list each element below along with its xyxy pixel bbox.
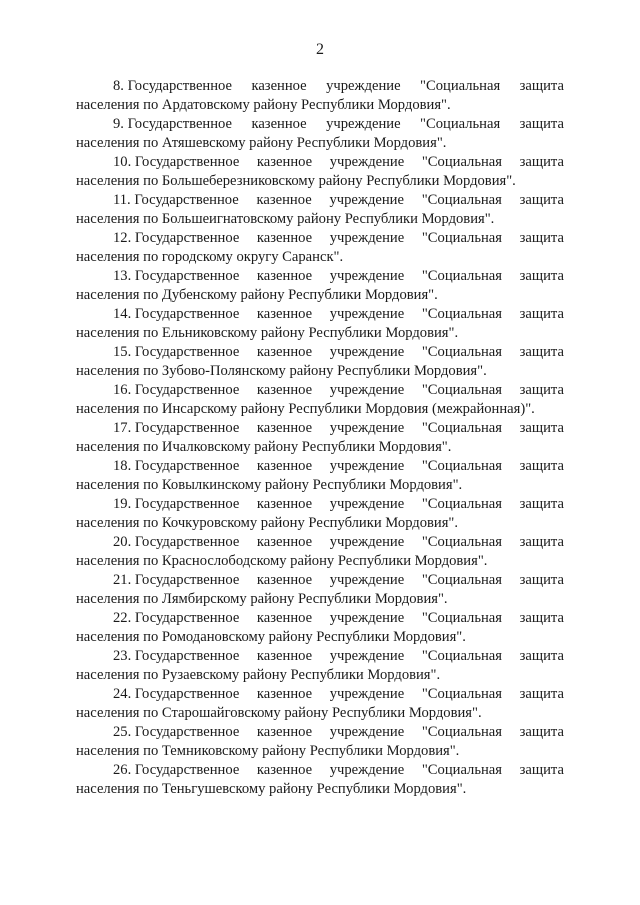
list-item-first-line — [76, 609, 564, 628]
list-item-word: Государственное — [134, 154, 240, 170]
list-item-word: Государственное — [134, 192, 239, 208]
list-item-first-line — [76, 191, 564, 210]
list-item-word: казенное — [251, 116, 307, 132]
list-item-second-line: населения по Зубово-Полянскому району Республики Мордовия". — [76, 363, 487, 379]
list-item-second-line: населения по Краснослободскому району Республики Мордовия". — [76, 553, 488, 569]
list-item-word: учреждение — [329, 724, 405, 740]
list-item-second-line: населения по городскому округу Саранск". — [76, 249, 344, 265]
list-item-second-line: населения по Атяшевскому району Республики Мордовия". — [76, 135, 447, 151]
list-item-second-line: населения по Большеигнатовскому району Республики Мордовия". — [76, 211, 495, 227]
list-item-word: "Социальная — [421, 762, 502, 778]
list-item-number-and-word — [113, 267, 239, 286]
list-item-word: защита — [519, 762, 564, 778]
list-item-word: Государственное — [134, 344, 240, 360]
list-item-word: учреждение — [329, 458, 405, 474]
list-item-word: казенное — [256, 458, 313, 474]
list-item-word: защита — [519, 458, 564, 474]
list-item-number: 9. — [113, 116, 124, 132]
list-item — [76, 761, 564, 799]
list-item-number: 16. — [113, 382, 132, 398]
list-item-word: учреждение — [329, 230, 405, 246]
list-item — [76, 685, 564, 723]
list-item-word: учреждение — [329, 382, 405, 398]
list-item-word: казенное — [256, 192, 312, 208]
list-item — [76, 533, 564, 571]
list-item-word: казенное — [256, 420, 313, 436]
list-item-word: Государственное — [134, 534, 240, 550]
list-item-number-and-word — [113, 419, 239, 438]
list-item-word: учреждение — [329, 610, 405, 626]
list-item-word: защита — [519, 724, 564, 740]
list-item-word: "Социальная — [421, 610, 502, 626]
list-item-number: 19. — [113, 496, 132, 512]
list-item-second-line: населения по Дубенскому району Республики Мордовия". — [76, 287, 438, 303]
list-item-second-line: населения по Кочкуровскому району Республики Мордовия". — [76, 515, 459, 531]
list-item-word: "Социальная — [421, 686, 502, 702]
list-item-first-line — [76, 77, 564, 96]
list-item — [76, 723, 564, 761]
list-item-word: "Социальная — [421, 458, 502, 474]
list-item-word: защита — [519, 686, 564, 702]
list-item-word: Государственное — [134, 572, 240, 588]
list-item-word: защита — [519, 78, 564, 94]
list-item-word: "Социальная — [421, 154, 502, 170]
list-item-word: учреждение — [329, 344, 405, 360]
list-item-word: Государственное — [134, 306, 240, 322]
list-item-word: учреждение — [329, 192, 404, 208]
list-item-word: "Социальная — [420, 116, 501, 132]
list-item-word: Государственное — [127, 78, 232, 94]
list-item-word: Государственное — [134, 724, 240, 740]
list-item-number: 8. — [113, 78, 124, 94]
list-item-word: защита — [519, 496, 564, 512]
list-item-first-line — [76, 685, 564, 704]
list-item-number-and-word — [113, 115, 232, 134]
list-item-word: учреждение — [329, 762, 405, 778]
list-item — [76, 153, 564, 191]
list-item-second-line: населения по Ковылкинскому району Республики Мордовия". — [76, 477, 463, 493]
list-item-number: 15. — [113, 344, 132, 360]
list-item-number: 13. — [113, 268, 132, 284]
list-item-word: защита — [519, 420, 564, 436]
list-item-number-and-word — [113, 381, 239, 400]
list-item-number-and-word — [113, 647, 239, 666]
list-item-word: "Социальная — [421, 382, 502, 398]
list-item — [76, 229, 564, 267]
list-item-number: 11. — [113, 192, 131, 208]
list-item — [76, 419, 564, 457]
list-item-word: Государственное — [134, 230, 240, 246]
list-item-word: казенное — [256, 724, 313, 740]
list-item-second-line: населения по Инсарскому району Республики Мордовия (межрайонная)". — [76, 401, 535, 417]
list-item-word: защита — [519, 192, 564, 208]
list-item-word: учреждение — [329, 420, 405, 436]
list-item-word: учреждение — [329, 154, 405, 170]
list-item — [76, 115, 564, 153]
list-item-number: 23. — [113, 648, 132, 664]
list-item-first-line — [76, 533, 564, 552]
list-item-word: защита — [519, 382, 564, 398]
list-item-word: Государственное — [134, 420, 240, 436]
list-item-word: "Социальная — [421, 724, 502, 740]
list-item-number: 14. — [113, 306, 132, 322]
list-item-number-and-word — [113, 761, 239, 780]
list-item-number-and-word — [113, 229, 239, 248]
list-item — [76, 381, 564, 419]
list-item-second-line: населения по Ельниковскому району Республики Мордовия". — [76, 325, 459, 341]
list-item-word: Государственное — [134, 648, 240, 664]
list-item — [76, 609, 564, 647]
list-item-first-line — [76, 419, 564, 438]
list-item-word: "Социальная — [421, 420, 502, 436]
list-item-word: "Социальная — [421, 496, 502, 512]
list-item-word: казенное — [256, 648, 313, 664]
list-item-word: защита — [519, 534, 564, 550]
list-item-word: Государственное — [127, 116, 232, 132]
list-item-word: казенное — [256, 686, 313, 702]
list-item-word: "Социальная — [421, 230, 502, 246]
list-item-word: казенное — [256, 610, 313, 626]
institution-list — [76, 77, 564, 799]
list-item-word: казенное — [251, 78, 307, 94]
list-item-word: "Социальная — [420, 78, 501, 94]
list-item-word: учреждение — [329, 648, 405, 664]
list-item-word: учреждение — [329, 572, 405, 588]
list-item-number: 25. — [113, 724, 132, 740]
list-item-word: Государственное — [134, 268, 240, 284]
list-item-first-line — [76, 723, 564, 742]
list-item-word: учреждение — [329, 306, 405, 322]
list-item — [76, 77, 564, 115]
list-item-word: казенное — [256, 762, 313, 778]
list-item-first-line — [76, 761, 564, 780]
list-item-number-and-word — [113, 609, 239, 628]
list-item-word: "Социальная — [421, 344, 502, 360]
list-item-number-and-word — [113, 191, 239, 210]
list-item-word: защита — [519, 268, 564, 284]
list-item-first-line — [76, 381, 564, 400]
list-item — [76, 647, 564, 685]
list-item-first-line — [76, 305, 564, 324]
list-item — [76, 495, 564, 533]
list-item-word: "Социальная — [421, 268, 502, 284]
list-item-word: учреждение — [329, 686, 405, 702]
list-item-word: защита — [519, 154, 564, 170]
list-item-first-line — [76, 343, 564, 362]
list-item-number: 18. — [113, 458, 132, 474]
list-item-number-and-word — [113, 305, 239, 324]
list-item-word: защита — [519, 572, 564, 588]
list-item-number: 10. — [113, 154, 132, 170]
list-item-word: Государственное — [134, 458, 240, 474]
list-item-second-line: населения по Старошайговскому району Республики Мордовия". — [76, 705, 482, 721]
list-item-first-line — [76, 495, 564, 514]
list-item-word: "Социальная — [421, 648, 502, 664]
list-item-second-line: населения по Лямбирскому району Республики Мордовия". — [76, 591, 448, 607]
list-item — [76, 305, 564, 343]
list-item-second-line: населения по Рузаевскому району Республики Мордовия". — [76, 667, 441, 683]
list-item-second-line: населения по Теньгушевскому району Республики Мордовия". — [76, 781, 467, 797]
list-item-word: защита — [519, 116, 564, 132]
list-item-first-line — [76, 267, 564, 286]
list-item-second-line: населения по Большеберезниковскому району Республики Мордовия". — [76, 173, 516, 189]
list-item-number: 24. — [113, 686, 132, 702]
list-item-word: учреждение — [326, 116, 401, 132]
list-item — [76, 343, 564, 381]
list-item-word: казенное — [256, 268, 313, 284]
list-item-word: "Социальная — [421, 192, 502, 208]
list-item-word: защита — [519, 230, 564, 246]
list-item-second-line: населения по Темниковскому району Республики Мордовия". — [76, 743, 460, 759]
list-item-number-and-word — [113, 457, 239, 476]
list-item-first-line — [76, 457, 564, 476]
list-item-number: 22. — [113, 610, 132, 626]
list-item-second-line: населения по Ардатовскому району Республики Мордовия". — [76, 97, 451, 113]
page-number: 2 — [316, 41, 324, 58]
list-item-number: 17. — [113, 420, 132, 436]
list-item-number: 12. — [113, 230, 132, 246]
list-item-word: Государственное — [134, 496, 240, 512]
list-item-word: Государственное — [134, 762, 240, 778]
list-item-word: казенное — [256, 572, 313, 588]
list-item-word: учреждение — [329, 534, 405, 550]
list-item-number-and-word — [113, 685, 239, 704]
list-item-number-and-word — [113, 77, 232, 96]
list-item-word: Государственное — [134, 382, 240, 398]
list-item-word: учреждение — [329, 268, 405, 284]
list-item-word: защита — [519, 610, 564, 626]
list-item-word: учреждение — [329, 496, 405, 512]
list-item-word: казенное — [256, 496, 313, 512]
list-item-number-and-word — [113, 343, 239, 362]
list-item-number-and-word — [113, 153, 239, 172]
list-item-word: защита — [519, 344, 564, 360]
list-item-word: казенное — [256, 534, 313, 550]
list-item-number-and-word — [113, 533, 239, 552]
list-item-word: "Социальная — [421, 306, 502, 322]
list-item — [76, 571, 564, 609]
list-item — [76, 457, 564, 495]
list-item-second-line: населения по Ичалковскому району Республики Мордовия". — [76, 439, 452, 455]
list-item-word: учреждение — [326, 78, 401, 94]
list-item-number: 20. — [113, 534, 132, 550]
list-item-first-line — [76, 115, 564, 134]
list-item-word: казенное — [256, 344, 313, 360]
list-item-number: 21. — [113, 572, 132, 588]
list-item-word: Государственное — [134, 610, 240, 626]
list-item-word: "Социальная — [421, 534, 502, 550]
list-item-word: казенное — [256, 154, 313, 170]
list-item-first-line — [76, 153, 564, 172]
list-item-word: казенное — [256, 382, 313, 398]
list-item-number: 26. — [113, 762, 132, 778]
list-item-word: защита — [519, 306, 564, 322]
list-item — [76, 191, 564, 229]
list-item-word: Государственное — [134, 686, 240, 702]
list-item-second-line: населения по Ромодановскому району Республики Мордовия". — [76, 629, 466, 645]
list-item-first-line — [76, 229, 564, 248]
list-item-number-and-word — [113, 571, 239, 590]
list-item-number-and-word — [113, 723, 239, 742]
list-item-word: "Социальная — [421, 572, 502, 588]
list-item-word: защита — [519, 648, 564, 664]
list-item-word: казенное — [256, 306, 313, 322]
list-item-number-and-word — [113, 495, 239, 514]
list-item-word: казенное — [256, 230, 313, 246]
list-item-first-line — [76, 647, 564, 666]
list-item-first-line — [76, 571, 564, 590]
list-item — [76, 267, 564, 305]
